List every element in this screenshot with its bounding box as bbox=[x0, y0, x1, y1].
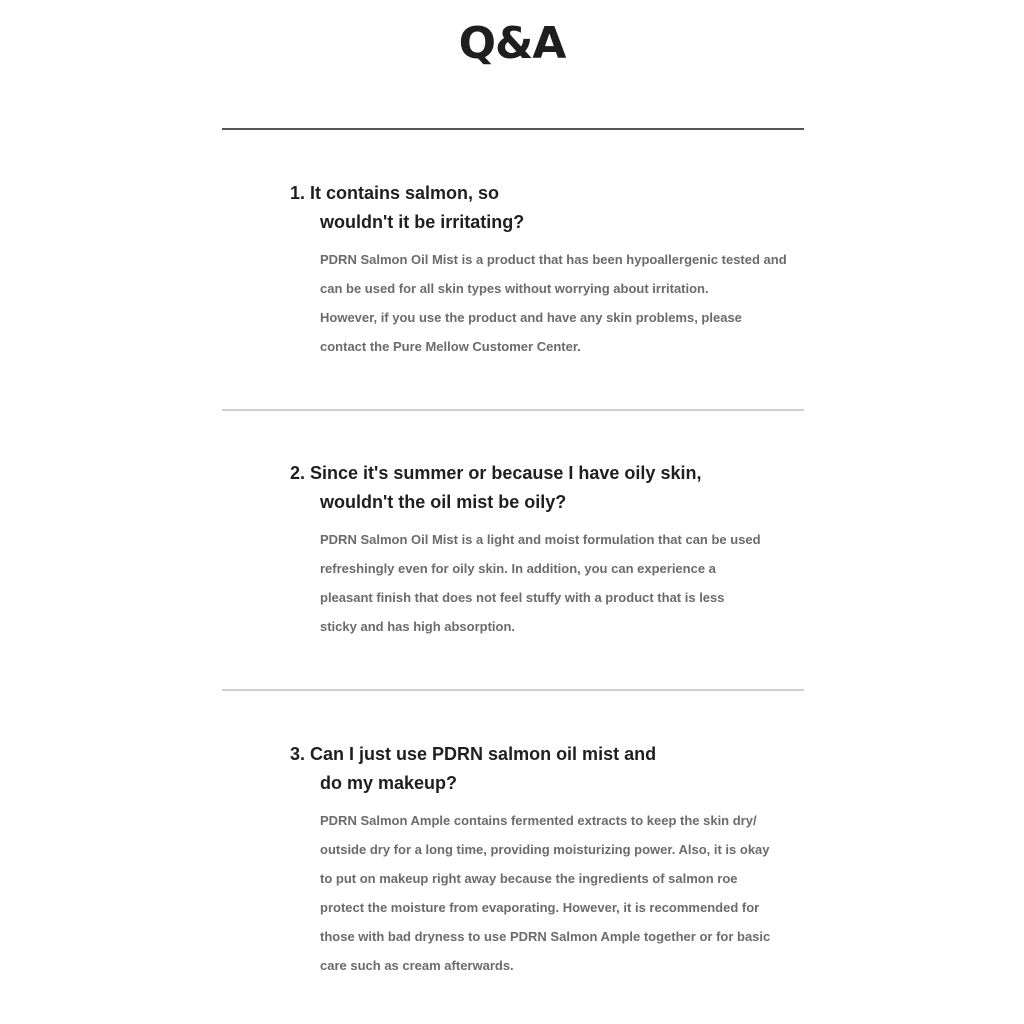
answer-1 bbox=[320, 245, 790, 361]
answer-line: outside dry for a long time, providing moisturizing power. Also, it is okay bbox=[320, 842, 770, 857]
question-line: wouldn't the oil mist be oily? bbox=[320, 492, 567, 512]
question-line: do my makeup? bbox=[320, 773, 458, 793]
qa-item-3 bbox=[290, 740, 790, 980]
answer-line: to put on makeup right away because the ingredients of salmon roe bbox=[320, 871, 738, 886]
section-divider bbox=[222, 409, 804, 411]
question-1 bbox=[290, 179, 790, 237]
answer-line: refreshingly even for oily skin. In addition, you can experience a bbox=[320, 561, 716, 576]
page-title: Q&A bbox=[458, 18, 566, 69]
answer-line: care such as cream afterwards. bbox=[320, 958, 514, 973]
answer-line: those with bad dryness to use PDRN Salmon Ample together or for basic bbox=[320, 929, 771, 944]
question-line: 1. It contains salmon, so bbox=[290, 183, 500, 203]
answer-line: sticky and has high absorption. bbox=[320, 619, 516, 634]
answer-line: However, if you use the product and have any skin problems, please bbox=[320, 310, 742, 325]
answer-3 bbox=[320, 806, 790, 980]
section-divider bbox=[222, 689, 804, 691]
question-line: wouldn't it be irritating? bbox=[320, 212, 525, 232]
question-3 bbox=[290, 740, 790, 798]
answer-line: PDRN Salmon Oil Mist is a product that has been hypoallergenic tested and bbox=[320, 252, 787, 267]
qa-item-2 bbox=[290, 459, 790, 641]
question-2 bbox=[290, 459, 790, 517]
answer-2 bbox=[320, 525, 790, 641]
question-line: 3. Can I just use PDRN salmon oil mist and bbox=[290, 744, 657, 764]
title-divider bbox=[222, 128, 804, 130]
answer-line: PDRN Salmon Ample contains fermented extracts to keep the skin dry/ bbox=[320, 813, 757, 828]
question-line: 2. Since it's summer or because I have oily skin, bbox=[290, 463, 702, 483]
qa-item-1 bbox=[290, 179, 790, 361]
answer-line: PDRN Salmon Oil Mist is a light and moist formulation that can be used bbox=[320, 532, 761, 547]
answer-line: protect the moisture from evaporating. However, it is recommended for bbox=[320, 900, 760, 915]
answer-line: contact the Pure Mellow Customer Center. bbox=[320, 339, 581, 354]
answer-line: pleasant finish that does not feel stuffy with a product that is less bbox=[320, 590, 725, 605]
answer-line: can be used for all skin types without worrying about irritation. bbox=[320, 281, 709, 296]
